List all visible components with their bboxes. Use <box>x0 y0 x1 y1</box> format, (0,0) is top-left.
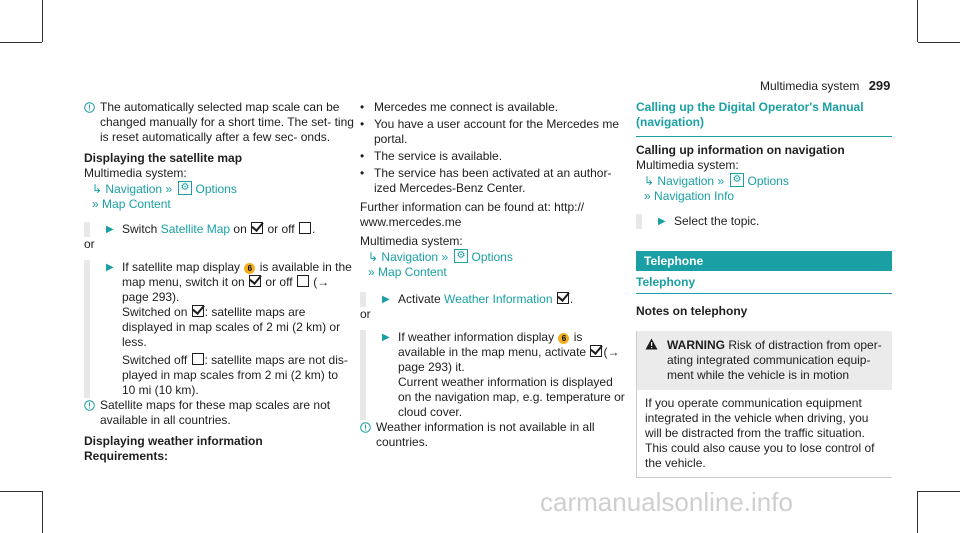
or-text: or <box>84 237 95 251</box>
map-content-link[interactable]: Map Content <box>378 265 447 279</box>
list-item: • The service is available. <box>360 149 503 163</box>
warning-body: If you operate communication equipment integrated in the vehicle when driving, you will be distracted from the traffic situation. This could also cause you to lose control of the vehicle. <box>645 396 875 470</box>
tip-note <box>84 100 354 145</box>
nav-path <box>360 249 628 265</box>
crop-mark <box>918 491 960 492</box>
checkbox-on-icon <box>249 275 261 287</box>
step-item: ▶ Activate Weather Information . <box>382 292 574 306</box>
warning-box <box>636 331 892 478</box>
options-link[interactable]: Options <box>747 174 789 188</box>
crop-mark <box>917 0 918 42</box>
crop-mark <box>917 491 918 533</box>
step-text: is available in the map menu, switch it on <box>122 260 352 289</box>
nav-path-2 <box>360 265 628 280</box>
tip-text: The automatically selected map scale can be changed manually for a short time. The set- ting is reset automatically after a few sec- onds. <box>100 100 354 144</box>
bullet-text: Mercedes me connect is available. <box>374 100 559 114</box>
section-heading: Telephony <box>636 275 696 289</box>
step-box <box>636 214 892 229</box>
section-heading: Displaying weather information <box>84 434 263 448</box>
satellite-map-link[interactable]: Satellite Map <box>160 222 231 236</box>
column-2 <box>360 100 628 450</box>
nav-path-2 <box>84 197 354 212</box>
step-arrow-icon: ▶ <box>106 224 114 235</box>
warning-icon <box>645 338 667 354</box>
section-heading: Displaying the satellite map <box>84 151 243 165</box>
step-box <box>360 292 628 307</box>
crop-mark <box>0 42 42 43</box>
warning-heading: Risk of distraction from oper- ating integrated communication equip- ment while the vehicle is in motion <box>667 338 882 382</box>
step-box <box>84 260 354 398</box>
menu-path: Multimedia system: <box>636 158 739 172</box>
navigation-info-link[interactable]: Navigation Info <box>654 189 735 203</box>
nav-link[interactable]: Navigation <box>657 174 715 188</box>
step-text: : satellite maps are not dis- played in map scales from 2 mi (2 km) to 10 mi (10 km). <box>122 353 348 397</box>
page-number: 299 <box>868 78 891 93</box>
step-text: Switch <box>122 222 158 236</box>
double-chevron-icon: » <box>165 182 173 196</box>
double-chevron-icon: » <box>368 265 375 279</box>
info-icon <box>84 398 100 415</box>
weather-info-link[interactable]: Weather Information <box>444 292 553 306</box>
step-arrow-icon: ▶ <box>382 332 390 343</box>
menu-path: Multimedia system: <box>360 234 463 248</box>
return-arrow-icon: ↳ <box>644 174 655 188</box>
bullet-text: The service is available. <box>374 149 503 163</box>
sub-heading: Notes on telephony <box>636 304 748 318</box>
step-text: Select the topic. <box>674 214 760 228</box>
info-icon <box>360 420 376 437</box>
list-item: • You have a user account for the Mercedes me portal. <box>360 117 628 147</box>
step-text: Switched on <box>122 305 188 319</box>
step-item: ▶ Switch Satellite Map on or off . <box>106 222 316 236</box>
further-info: Further information can be found at: http:// www.mercedes.me <box>360 200 585 229</box>
tip-text: Weather information is not available in all countries. <box>376 420 595 449</box>
nav-link[interactable]: Navigation <box>381 250 439 264</box>
section-heading: Calling up the Digital Operator's Manual (navigation) <box>636 100 864 129</box>
callout-number: 6 <box>244 263 255 274</box>
list-item: • Mercedes me connect is available. <box>360 100 559 114</box>
crop-mark <box>0 491 42 492</box>
crop-mark <box>42 0 43 42</box>
warning-header <box>637 331 892 390</box>
double-chevron-icon: » <box>92 197 99 211</box>
page-reference[interactable]: (→ page 293) it. <box>398 345 620 374</box>
nav-path <box>636 173 892 189</box>
sub-heading: Calling up information on navigation <box>636 143 845 157</box>
watermark: carmanualsonline.info <box>540 487 793 517</box>
step-text: : satellite maps are displayed in map scales of 2 mi (2 km) or less. <box>122 305 341 349</box>
step-arrow-icon: ▶ <box>658 216 666 227</box>
menu-path: Multimedia system: <box>84 166 187 180</box>
checkbox-off-icon <box>299 222 311 234</box>
step-text: on <box>233 222 247 236</box>
step-text: Activate <box>398 292 441 306</box>
options-link[interactable]: Options <box>471 250 513 264</box>
double-chevron-icon: » <box>717 174 725 188</box>
return-arrow-icon: ↳ <box>92 182 103 196</box>
callout-number: 6 <box>558 333 569 344</box>
gear-icon <box>178 181 192 195</box>
nav-link[interactable]: Navigation <box>105 182 163 196</box>
step-box <box>84 222 354 237</box>
step-text: If weather information display <box>398 330 555 344</box>
page-reference[interactable]: (→ page 293). <box>122 275 330 304</box>
step-item <box>106 260 354 398</box>
step-box <box>360 330 628 420</box>
tip-note <box>84 398 354 428</box>
step-item <box>658 214 892 229</box>
running-header <box>760 78 890 94</box>
step-text: or off <box>265 275 293 289</box>
step-text: Current weather information is displayed on the navigation map, e.g. temperature or cloud cover. <box>398 375 625 419</box>
column-1 <box>84 100 354 464</box>
step-arrow-icon: ▶ <box>382 294 390 305</box>
list-item: • The service has been activated at an author- ized Mercedes-Benz Center. <box>360 166 628 196</box>
checkbox-off-icon <box>192 353 204 365</box>
checkbox-on-icon <box>192 305 204 317</box>
divider <box>636 293 892 294</box>
nav-path <box>84 181 354 197</box>
info-icon <box>84 100 100 117</box>
crop-mark <box>42 491 43 533</box>
bullet-text: The service has been activated at an author- ized Mercedes-Benz Center. <box>374 166 612 195</box>
gear-icon <box>454 249 468 263</box>
map-content-link[interactable]: Map Content <box>102 197 171 211</box>
chapter-band: Telephone <box>636 251 892 271</box>
checkbox-on-icon <box>590 345 602 357</box>
checkbox-off-icon <box>297 275 309 287</box>
crop-mark <box>918 42 960 43</box>
return-arrow-icon: ↳ <box>368 250 379 264</box>
checkbox-on-icon <box>557 292 569 304</box>
column-3 <box>636 100 892 478</box>
nav-path-2 <box>636 189 892 204</box>
requirements-label: Requirements: <box>84 449 169 463</box>
gear-icon <box>730 173 744 187</box>
tip-note <box>360 420 628 450</box>
double-chevron-icon: » <box>644 189 651 203</box>
tip-text: Satellite maps for these map scales are not available in all countries. <box>100 398 331 427</box>
step-text: or off <box>267 222 295 236</box>
options-link[interactable]: Options <box>195 182 237 196</box>
double-chevron-icon: » <box>441 250 449 264</box>
step-arrow-icon: ▶ <box>106 262 114 273</box>
or-text: or <box>360 307 371 321</box>
bullet-text: You have a user account for the Mercedes me portal. <box>374 117 620 146</box>
divider <box>636 136 892 137</box>
section-title: Multimedia system <box>760 79 860 93</box>
step-text: is available in the map menu, activate <box>398 330 587 359</box>
step-item <box>382 330 628 420</box>
checkbox-on-icon <box>251 222 263 234</box>
warning-label: WARNING <box>667 338 725 352</box>
step-text: Switched off <box>122 353 188 367</box>
step-text: If satellite map display <box>122 260 241 274</box>
